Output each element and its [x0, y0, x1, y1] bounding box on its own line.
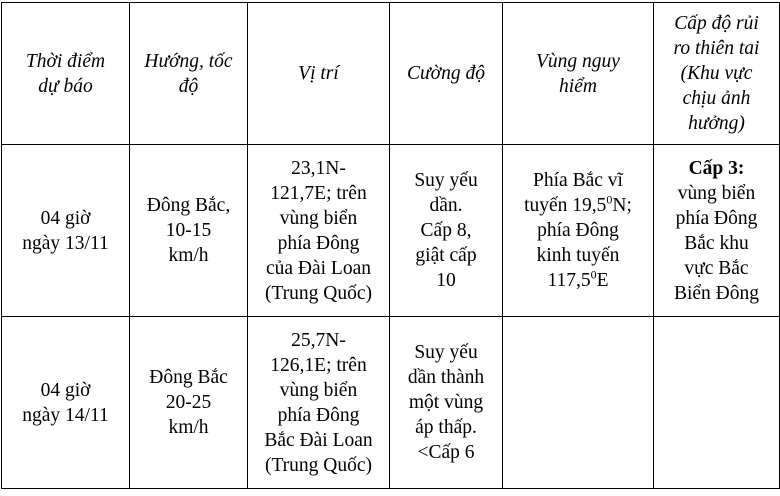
cell-direction: Đông Bắc, 10-15 km/h — [130, 145, 248, 317]
cell-danger-zone — [503, 145, 654, 317]
cell-position: 23,1N- 121,7E; trên vùng biển phía Đông của Đài Loan (Trung Quốc) — [248, 145, 390, 317]
forecast-table — [1, 2, 780, 489]
danger-zone-text: Phía Bắc vĩ tuyến 19,5 — [524, 170, 623, 216]
cell-risk-level — [654, 317, 780, 489]
danger-zone-text: N; phía Đông kinh tuyến 117,5 — [536, 195, 632, 291]
risk-area: vùng biển phía Đông Bắc khu vực Bắc Biển Đông — [673, 182, 760, 304]
header-risk-level: Cấp độ rủi ro thiên tai (Khu vực chịu ảnh hưởng) — [654, 3, 780, 145]
header-direction-speed: Hướng, tốc độ — [130, 3, 248, 145]
table-row — [2, 145, 780, 317]
cell-risk-level — [654, 145, 780, 317]
degree-superscript: 0 — [606, 192, 613, 207]
cell-position: 25,7N- 126,1E; trên vùng biển phía Đông Bắc Đài Loan (Trung Quốc) — [248, 317, 390, 489]
cell-direction: Đông Bắc 20-25 km/h — [130, 317, 248, 489]
cell-time: 04 giờ ngày 14/11 — [2, 317, 130, 489]
header-row — [2, 3, 780, 145]
danger-zone-text: E — [596, 270, 609, 291]
table-row — [2, 317, 780, 489]
header-forecast-time: Thời điểm dự báo — [2, 3, 130, 145]
header-danger-zone: Vùng nguy hiểm — [503, 3, 654, 145]
degree-superscript: 0 — [590, 267, 597, 282]
cell-intensity: Suy yếu dần. Cấp 8, giật cấp 10 — [390, 145, 503, 317]
cell-time: 04 giờ ngày 13/11 — [2, 145, 130, 317]
header-position: Vị trí — [248, 3, 390, 145]
cell-intensity: Suy yếu dần thành một vùng áp thấp. <Cấp 6 — [390, 317, 503, 489]
header-intensity: Cường độ — [390, 3, 503, 145]
cell-danger-zone — [503, 317, 654, 489]
risk-level-label: Cấp 3: — [688, 157, 745, 179]
